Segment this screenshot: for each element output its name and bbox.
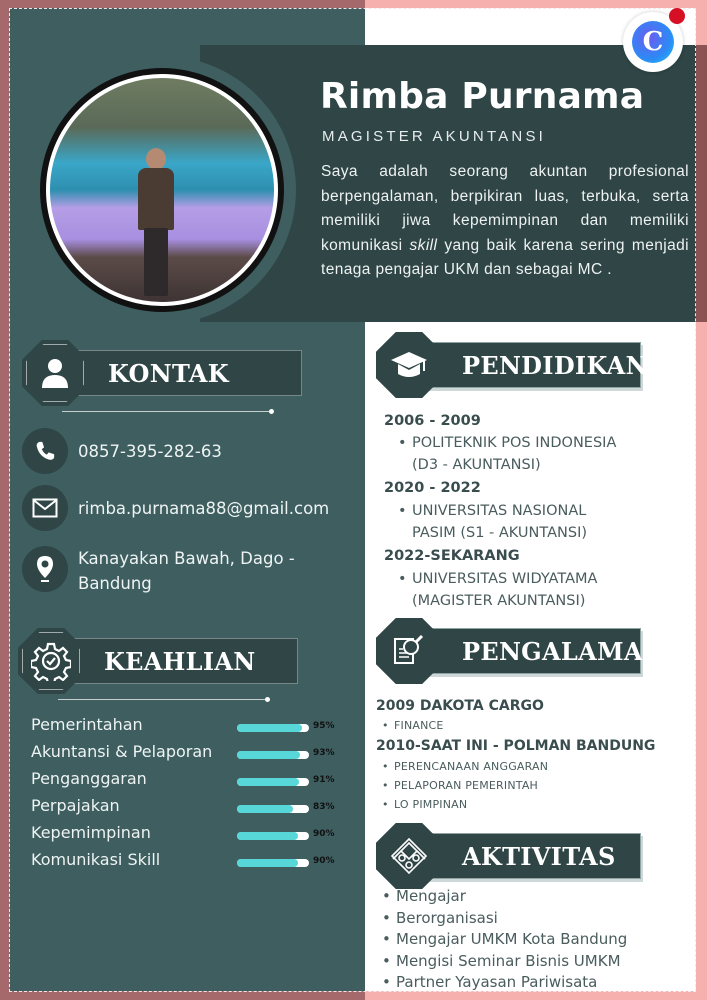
education-list: 2006 - 2009 • POLITEKNIK POS INDONESIA (D3 - AKUNTANSI) 2020 - 2022 • UNIVERSITAS NASIONAL PASIM (S1 - AKUNTANSI) 2022-SEKARANG • UNIVERSITAS WIDYATAMA (MAGISTER AKUNTANSI) xyxy=(384,410,694,612)
section-header-pendidikan xyxy=(376,332,646,394)
activity-item: • Mengajar UMKM Kota Bandung xyxy=(376,929,696,951)
activity-item: • Mengajar xyxy=(376,886,696,908)
contact-email: rimba.purnama88@gmail.com xyxy=(22,485,329,531)
envelope-icon xyxy=(22,485,68,531)
graduation-cap-icon xyxy=(376,332,442,398)
report-magnifier-icon xyxy=(376,618,442,684)
section-title: KEAHLIAN xyxy=(104,647,256,676)
skill-row: Pemerintahan 95% xyxy=(31,715,335,734)
app-badge-button[interactable] xyxy=(623,12,683,72)
section-title: KONTAK xyxy=(108,359,229,388)
activities-list xyxy=(376,886,696,991)
phone-icon xyxy=(22,428,68,474)
section-header-keahlian xyxy=(18,628,298,690)
skill-row: Perpajakan 83% xyxy=(31,796,335,815)
bio-paragraph: Saya adalah seorang akuntan profesional berpengalaman, berpikiran luas, terbuka, serta memiliki jiwa kepemimpinan dan memiliki komunikasi skill yang baik karena sering menjadi tenaga pengajar UKM dan sebagai MC . xyxy=(321,163,689,278)
frame-right-accent xyxy=(695,45,707,322)
c-logo-icon: C xyxy=(632,21,674,63)
skill-bar xyxy=(237,724,309,732)
skill-bar xyxy=(237,778,309,786)
skill-bar xyxy=(237,805,309,813)
profile-photo xyxy=(46,74,278,306)
candidate-title: MAGISTER AKUNTANSI xyxy=(322,128,547,145)
section-header-aktivitas xyxy=(376,823,646,885)
activity-item: • Partner Yayasan Pariwisata xyxy=(376,972,696,991)
contact-phone: 0857-395-282-63 xyxy=(22,428,222,474)
contact-address: Kanayakan Bawah, Dago - Bandung xyxy=(22,546,295,596)
skill-row: Akuntansi & Pelaporan 93% xyxy=(31,742,335,761)
user-icon xyxy=(22,340,88,406)
candidate-name: Rimba Purnama xyxy=(320,76,645,117)
section-title: PENDIDIKAN xyxy=(462,351,648,380)
skill-row: Penganggaran 91% xyxy=(31,769,335,788)
resume-sheet xyxy=(10,8,696,991)
section-header-pengalaman xyxy=(376,618,666,680)
activity-item: • Mengisi Seminar Bisnis UMKM xyxy=(376,951,696,973)
education-item: • POLITEKNIK POS INDONESIA (D3 - AKUNTANSI) xyxy=(384,432,694,476)
skill-bar xyxy=(237,859,309,867)
notification-dot xyxy=(669,8,685,24)
location-pin-icon xyxy=(22,546,68,592)
person-figure xyxy=(138,148,174,298)
skill-bar xyxy=(237,751,309,759)
gear-check-icon xyxy=(18,628,84,694)
section-header-kontak xyxy=(22,340,302,402)
skill-row: Kepemimpinan 90% xyxy=(31,823,335,842)
experience-list: 2009 DAKOTA CARGO • FINANCE 2010-SAAT INI - POLMAN BANDUNG • PERENCANAAN ANGGARAN • PELAPORAN PEMERINTAH • LO PIMPINAN xyxy=(376,696,696,814)
skill-bar xyxy=(237,832,309,840)
activity-item: • Berorganisasi xyxy=(376,908,696,930)
skills-list xyxy=(31,715,351,877)
activities-diamond-icon xyxy=(376,823,442,889)
section-title: PENGALAMAN xyxy=(462,637,666,666)
section-title: AKTIVITAS xyxy=(462,842,616,871)
skill-row: Komunikasi Skill 90% xyxy=(31,850,335,869)
education-item: • UNIVERSITAS NASIONAL PASIM (S1 - AKUNTANSI) xyxy=(384,500,694,544)
education-item: • UNIVERSITAS WIDYATAMA (MAGISTER AKUNTANSI) xyxy=(384,568,694,612)
